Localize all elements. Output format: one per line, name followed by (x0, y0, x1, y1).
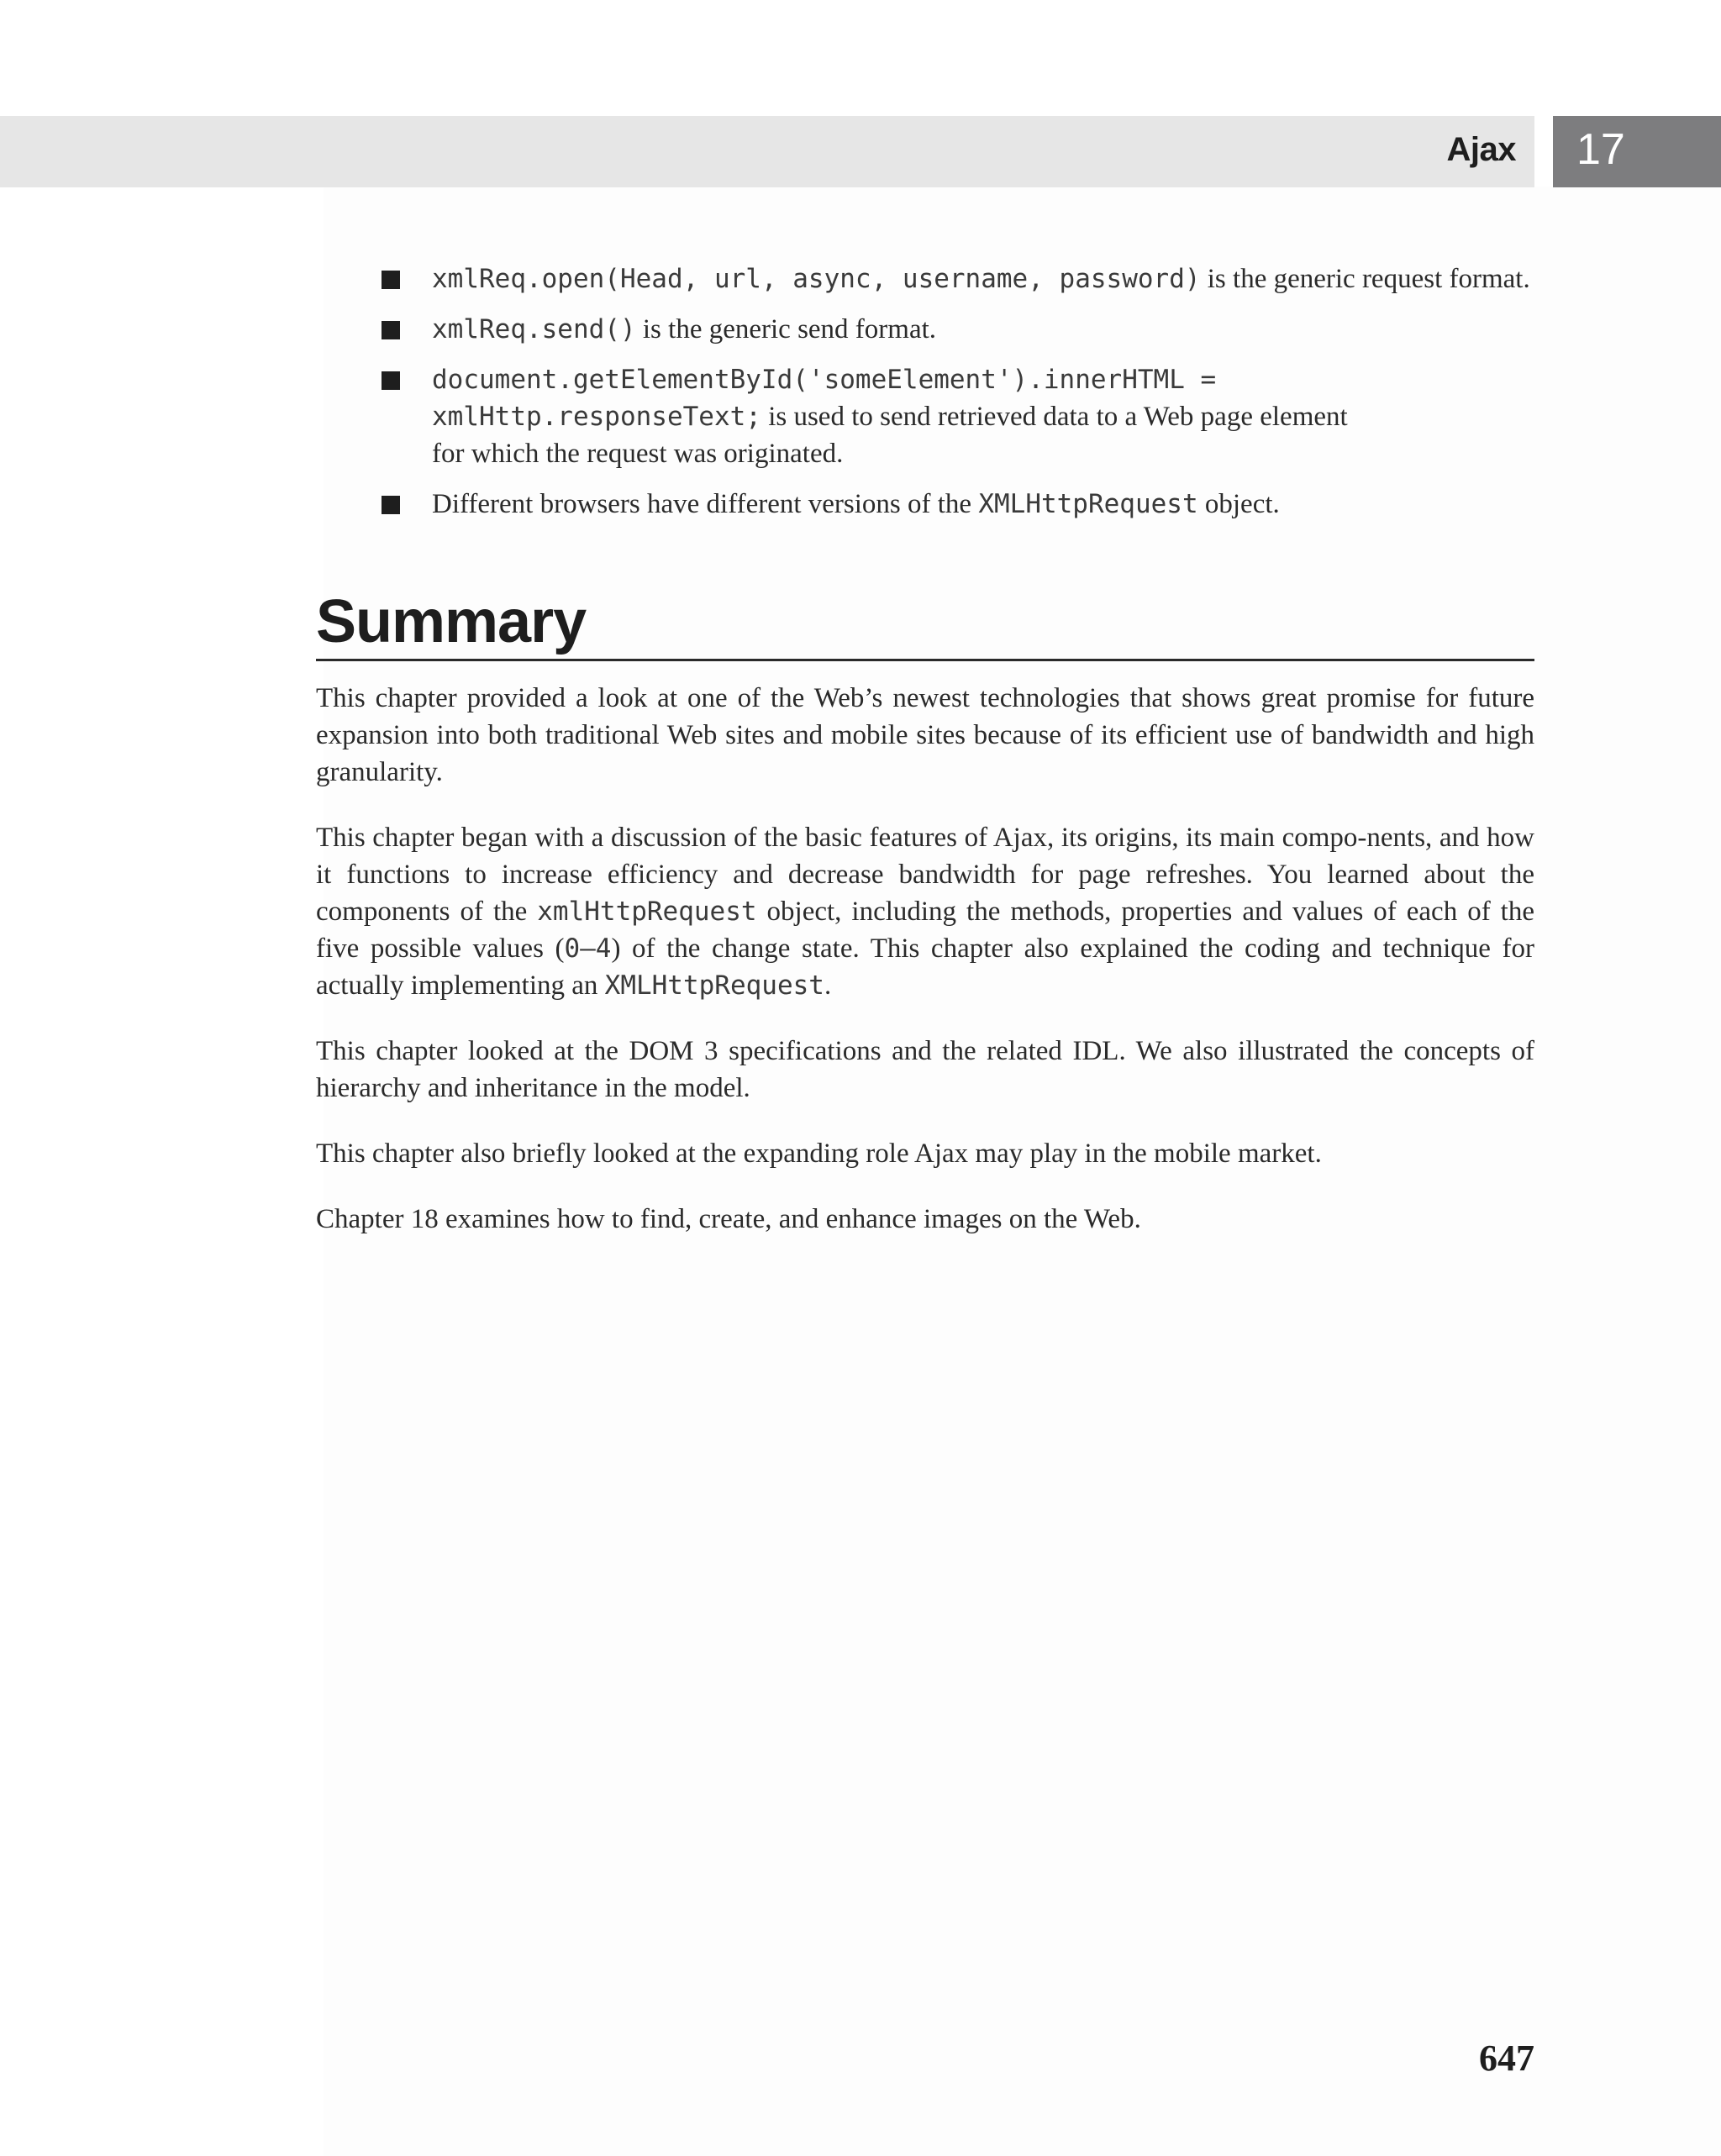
paragraph (316, 819, 1534, 1004)
paragraph: This chapter looked at the DOM 3 specifications and the related IDL. We also illustrated the concepts of hierarchy and inheritance in the model. (316, 1036, 1534, 1103)
chapter-tab (1553, 116, 1721, 187)
inline-code: 0–4 (564, 933, 612, 964)
inline-code: xmlHttpRequest (537, 897, 757, 927)
square-bullet-icon (382, 371, 400, 390)
square-bullet-icon (382, 271, 400, 289)
page-number: 647 (1479, 2038, 1534, 2079)
inline-code: XMLHttpRequest (604, 970, 824, 1001)
paragraph: This chapter provided a look at one of the Web’s newest technologies that shows great promise for future expansion into both traditional Web sites and mobile sites because of its efficient use of bandwidth and high granularity. (316, 683, 1534, 787)
list-item (432, 361, 1534, 472)
paragraph-text: ) of the change state. This chapter also explained the coding and technique for actually implementing an (316, 933, 1534, 1001)
square-bullet-icon (382, 321, 400, 339)
bullet-text: for which the request was originated. (432, 439, 844, 469)
bullet-text: is the generic request format. (1200, 264, 1530, 294)
paragraph-text: object, including the methods, properties and values of each of the five possible values ( (316, 897, 1534, 964)
inline-code: XMLHttpRequest (978, 489, 1198, 519)
running-header (0, 116, 1534, 187)
paragraph-text: . (824, 970, 832, 1001)
page-content (316, 260, 1534, 1266)
bullet-list (316, 260, 1534, 523)
inline-code: document.getElementById('someElement').innerHTML = (432, 365, 1217, 395)
section-heading: Summary (316, 588, 587, 655)
running-header-title: Ajax (1446, 131, 1516, 168)
list-item (432, 260, 1534, 297)
list-item (432, 486, 1534, 523)
bullet-text: is used to send retrieved data to a Web page element (761, 402, 1348, 432)
list-item (432, 311, 1534, 348)
bullet-text: is the generic send format. (635, 314, 937, 344)
inline-code: xmlReq.open(Head, url, async, username, password) (432, 264, 1201, 294)
paragraph: Chapter 18 examines how to find, create, and enhance images on the Web. (316, 1204, 1141, 1234)
heading-rule (316, 659, 1534, 661)
bullet-text: object. (1197, 489, 1280, 519)
inline-code: xmlHttp.responseText; (432, 402, 761, 432)
bullet-text: Different browsers have different versions of the (432, 489, 979, 519)
chapter-number: 17 (1576, 125, 1625, 174)
inline-code: xmlReq.send() (432, 314, 636, 344)
paragraph-text: This chapter began with a discussion of the basic features of Ajax, its origins, its main compo-nents, and how it functions to increase efficiency and decrease bandwidth for page refreshes. You learned about the components of the (316, 823, 1534, 927)
square-bullet-icon (382, 496, 400, 514)
paragraph: This chapter also briefly looked at the expanding role Ajax may play in the mobile market. (316, 1138, 1322, 1169)
